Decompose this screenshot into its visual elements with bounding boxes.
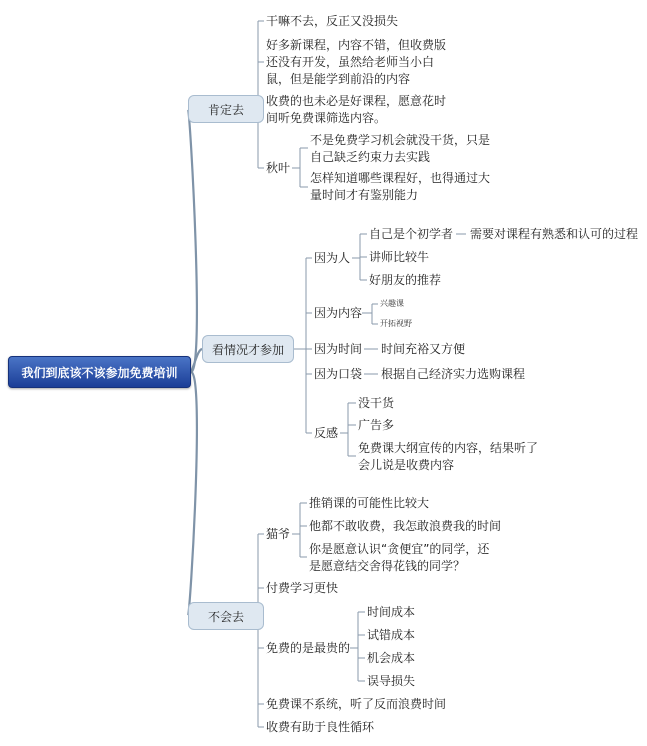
root-to-no: [188, 372, 197, 616]
reason-dislike[interactable]: 反感: [314, 426, 339, 440]
no-item-paid[interactable]: 付费学习更快: [266, 581, 339, 595]
person-item-beginner[interactable]: 自己是个初学者: [369, 227, 454, 241]
branch-maybe[interactable]: 看情况才参加: [202, 335, 294, 363]
dislike-item-1[interactable]: 没干货: [358, 396, 395, 410]
dislike-item-2[interactable]: 广告多: [358, 418, 395, 432]
costly-node[interactable]: 免费的是最贵的: [266, 641, 351, 655]
cost-item-opportunity[interactable]: 机会成本: [367, 651, 416, 665]
maoye-node[interactable]: 猫爷: [266, 527, 291, 541]
beginner-note[interactable]: 需要对课程有熟悉和认可的过程: [470, 227, 639, 241]
no-item-unsystematic[interactable]: 免费课不系统，听了反而浪费时间: [266, 697, 447, 711]
yes-item-3[interactable]: 收费的也未必是好课程，愿意花时 间听免费课筛选内容。: [266, 94, 447, 125]
reason-person[interactable]: 因为人: [314, 251, 351, 265]
root-to-yes: [188, 109, 197, 372]
qiuye-node[interactable]: 秋叶: [266, 161, 291, 175]
qiuye-item-2[interactable]: 怎样知道哪些课程好，也得通过大 量时间才有鉴别能力: [310, 171, 491, 202]
no-item-charge[interactable]: 收费有助于良性循环: [266, 720, 375, 734]
pocket-item[interactable]: 根据自己经济实力选购课程: [381, 367, 526, 381]
reason-pocket[interactable]: 因为口袋: [314, 367, 363, 381]
cost-item-time[interactable]: 时间成本: [367, 605, 416, 619]
reason-time[interactable]: 因为时间: [314, 342, 363, 356]
maoye-item-2[interactable]: 他都不敢收费，我怎敢浪费我的时间: [309, 519, 502, 533]
person-item-lecturer[interactable]: 讲师比较牛: [369, 250, 430, 264]
qiuye-item-1[interactable]: 不是免费学习机会就没干货，只是 自己缺乏约束力去实践: [310, 133, 491, 164]
yes-item-1[interactable]: 干嘛不去，反正又没损失: [266, 14, 399, 28]
cost-item-misleading[interactable]: 误导损失: [367, 674, 416, 688]
time-item[interactable]: 时间充裕又方便: [381, 342, 466, 356]
yes-item-2[interactable]: 好多新课程，内容不错，但收费版 还没有开发，虽然给老师当小白 鼠，但是能学到前沿的内容: [266, 38, 447, 86]
maoye-item-1[interactable]: 推销课的可能性比较大: [309, 496, 430, 510]
dislike-item-3[interactable]: 免费课大纲宣传的内容，结果听了 会儿说是收费内容: [358, 441, 539, 472]
branch-no[interactable]: 不会去: [188, 602, 264, 630]
reason-content[interactable]: 因为内容: [314, 306, 363, 320]
person-item-friend[interactable]: 好朋友的推荐: [369, 273, 442, 287]
content-item-horizon[interactable]: 开拓视野: [380, 319, 412, 328]
branch-yes[interactable]: 肯定去: [188, 95, 264, 123]
maoye-item-3[interactable]: 你是愿意认识“贪便宜”的同学，还 是愿意结交舍得花钱的同学？: [309, 542, 490, 573]
content-item-interest[interactable]: 兴趣课: [380, 299, 404, 308]
root-topic[interactable]: 我们到底该不该参加免费培训: [8, 356, 191, 388]
cost-item-trial[interactable]: 试错成本: [367, 628, 416, 642]
